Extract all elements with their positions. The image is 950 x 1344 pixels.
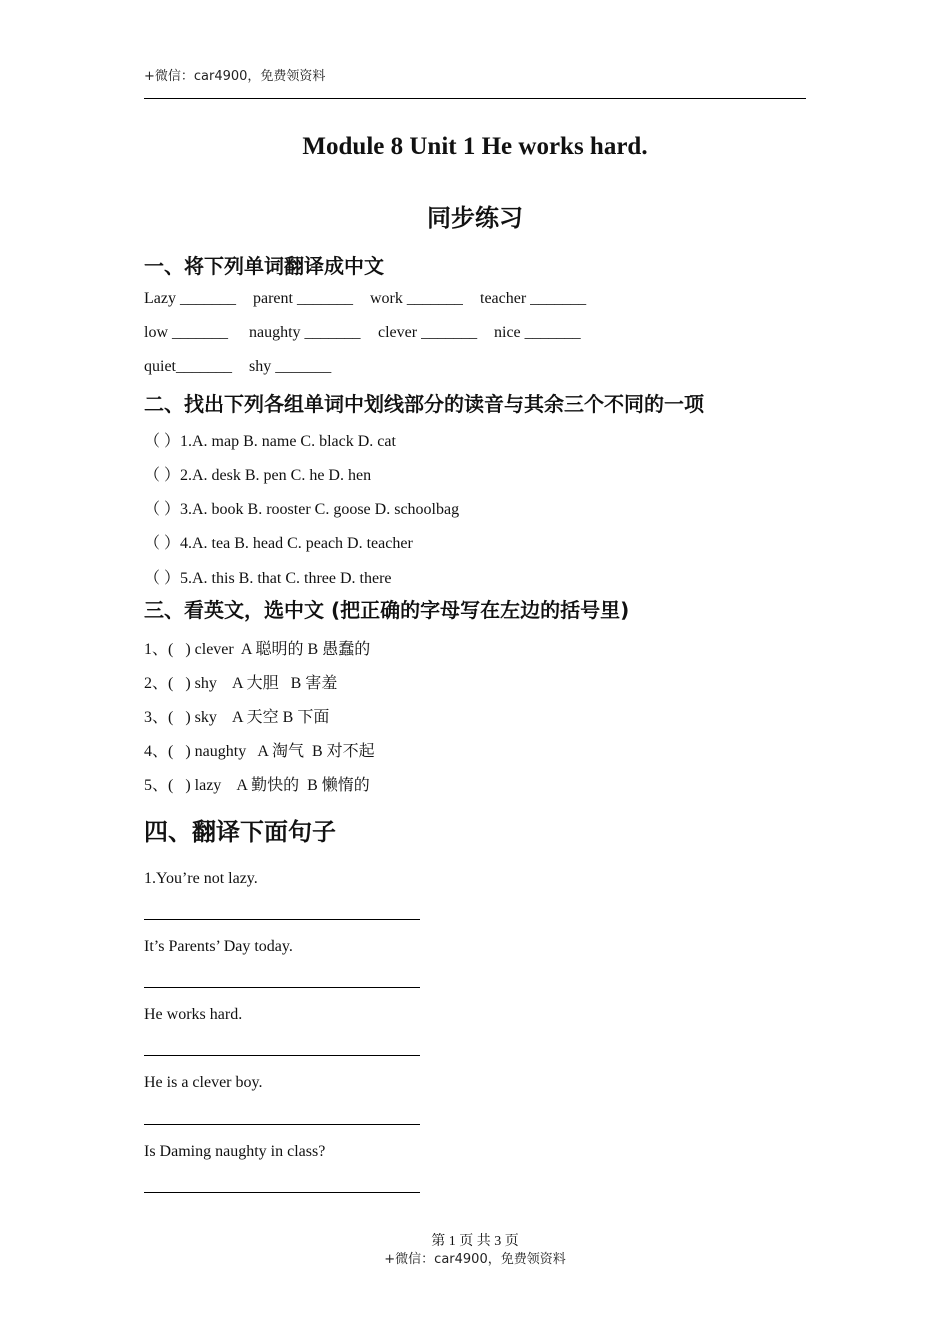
sentence-3: He works hard. (144, 1006, 243, 1023)
phonics-item-5: （ ）5.A. this B. that C. three D. there (144, 570, 392, 587)
vocab-item: nice _______ (494, 324, 581, 341)
vocab-item: naughty _______ (249, 324, 361, 341)
choice-item-4: 4、( ) naughty A 淘气 B 对不起 (144, 743, 375, 760)
section-2-heading: 二、找出下列各组单词中划线部分的读音与其余三个不同的一项 (144, 392, 704, 416)
phonics-item-4: （ ）4.A. tea B. head C. peach D. teacher (144, 535, 413, 552)
sentence-4: He is a clever boy. (144, 1074, 263, 1091)
vocab-item: shy _______ (249, 358, 332, 375)
vocab-item: parent _______ (253, 290, 353, 307)
vocab-item: clever _______ (378, 324, 478, 341)
answer-line-1[interactable] (144, 919, 420, 920)
vocab-item: work _______ (370, 290, 463, 307)
sentence-1: 1.You’re not lazy. (144, 870, 258, 887)
header-divider (144, 98, 806, 99)
vocab-item: quiet_______ (144, 358, 232, 375)
vocab-item: teacher _______ (480, 290, 587, 307)
phonics-item-2: （ ）2.A. desk B. pen C. he D. hen (144, 467, 372, 484)
page-title: Module 8 Unit 1 He works hard. (302, 133, 648, 160)
page-number: 第 1 页 共 3 页 (431, 1234, 519, 1249)
choice-item-3: 3、( ) sky A 天空 B 下面 (144, 709, 330, 726)
vocab-row-3 (144, 358, 331, 376)
phonics-item-1: （ ）1.A. map B. name C. black D. cat (144, 433, 396, 450)
vocab-row-1 (144, 290, 586, 308)
answer-line-2[interactable] (144, 987, 420, 988)
footer-note: +微信：car4900，免费领资料 (384, 1252, 566, 1267)
sentence-5: Is Daming naughty in class? (144, 1143, 326, 1160)
answer-line-4[interactable] (144, 1124, 420, 1125)
phonics-item-3: （ ）3.A. book B. rooster C. goose D. schoolbag (144, 501, 460, 518)
choice-item-1: 1、( ) clever A 聪明的 B 愚蠢的 (144, 641, 371, 658)
choice-item-5: 5、( ) lazy A 勤快的 B 懒惰的 (144, 777, 370, 794)
header-note: +微信：car4900，免费领资料 (144, 69, 326, 84)
vocab-item: low _______ (144, 324, 228, 341)
choice-item-2: 2、( ) shy A 大胆 B 害羞 (144, 675, 338, 692)
answer-line-3[interactable] (144, 1055, 420, 1056)
section-4-heading: 四、翻译下面句子 (144, 818, 336, 846)
section-1-heading: 一、将下列单词翻译成中文 (144, 254, 384, 278)
section-3-heading: 三、看英文，选中文 (把正确的字母写在左边的括号里) (144, 598, 630, 622)
answer-line-5[interactable] (144, 1192, 420, 1193)
page-subtitle: 同步练习 (427, 204, 523, 232)
sentence-2: It’s Parents’ Day today. (144, 938, 293, 955)
vocab-item: Lazy _______ (144, 290, 236, 307)
vocab-row-2 (144, 324, 581, 342)
